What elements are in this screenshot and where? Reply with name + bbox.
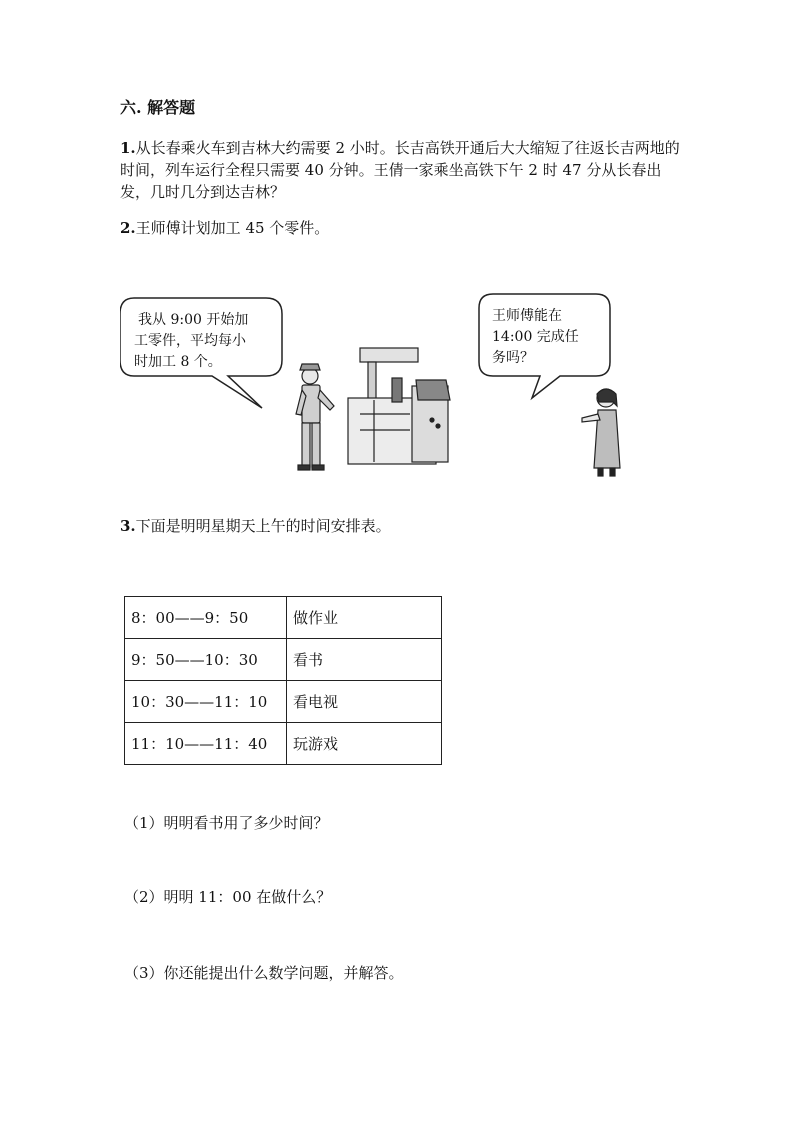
question-3	[120, 515, 391, 537]
right-bubble-line-3: 务吗？	[492, 350, 534, 366]
question-1	[120, 137, 680, 203]
table-row	[125, 723, 442, 765]
table-row	[125, 639, 442, 681]
sub-question-3: （3）你还能提出什么数学问题，并解答。	[124, 964, 404, 982]
left-bubble-line-3: 时加工 8 个。	[134, 354, 222, 370]
table-row	[125, 597, 442, 639]
schedule-table	[124, 596, 442, 765]
question-3-text: 下面是明明星期天上午的时间安排表。	[135, 517, 391, 535]
schedule-activity: 看电视	[287, 681, 442, 723]
schedule-time: 9：50——10：30	[125, 639, 287, 681]
question-1-number: 1.	[120, 139, 136, 157]
question-2-text: 王师傅计划加工 45 个零件。	[135, 219, 330, 237]
schedule-time: 8：00——9：50	[125, 597, 287, 639]
schedule-activity: 玩游戏	[287, 723, 442, 765]
machine	[348, 348, 450, 464]
schedule-activity: 做作业	[287, 597, 442, 639]
question-1-text: 从长春乘火车到吉林大约需要 2 小时。长吉高铁开通后大大缩短了往返长吉两地的时间，列车运行全程只需要 40 分钟。王倩一家乘坐高铁下午 2 时 47 分从长春出发，几时几分到达吉林？	[120, 139, 680, 201]
left-bubble-line-2: 工零件，平均每小	[134, 333, 246, 349]
schedule-time: 11：10——11：40	[125, 723, 287, 765]
right-bubble-line-1: 王师傅能在	[492, 308, 562, 324]
worker-figure	[296, 364, 334, 470]
right-bubble-line-2: 14:00 完成任	[492, 329, 579, 345]
sub-question-1: （1）明明看书用了多少时间？	[124, 814, 329, 832]
question-2	[120, 217, 329, 239]
left-bubble-line-1: 我从 9:00 开始加	[138, 312, 249, 328]
worker-machine-illustration	[120, 290, 650, 480]
table-row	[125, 681, 442, 723]
sub-question-2: （2）明明 11：00 在做什么？	[124, 888, 332, 906]
woman-figure	[582, 389, 620, 476]
section-title: 六. 解答题	[120, 98, 196, 117]
schedule-time: 10：30——11：10	[125, 681, 287, 723]
question-2-number: 2.	[120, 219, 136, 237]
question-3-number: 3.	[120, 517, 136, 535]
schedule-activity: 看书	[287, 639, 442, 681]
